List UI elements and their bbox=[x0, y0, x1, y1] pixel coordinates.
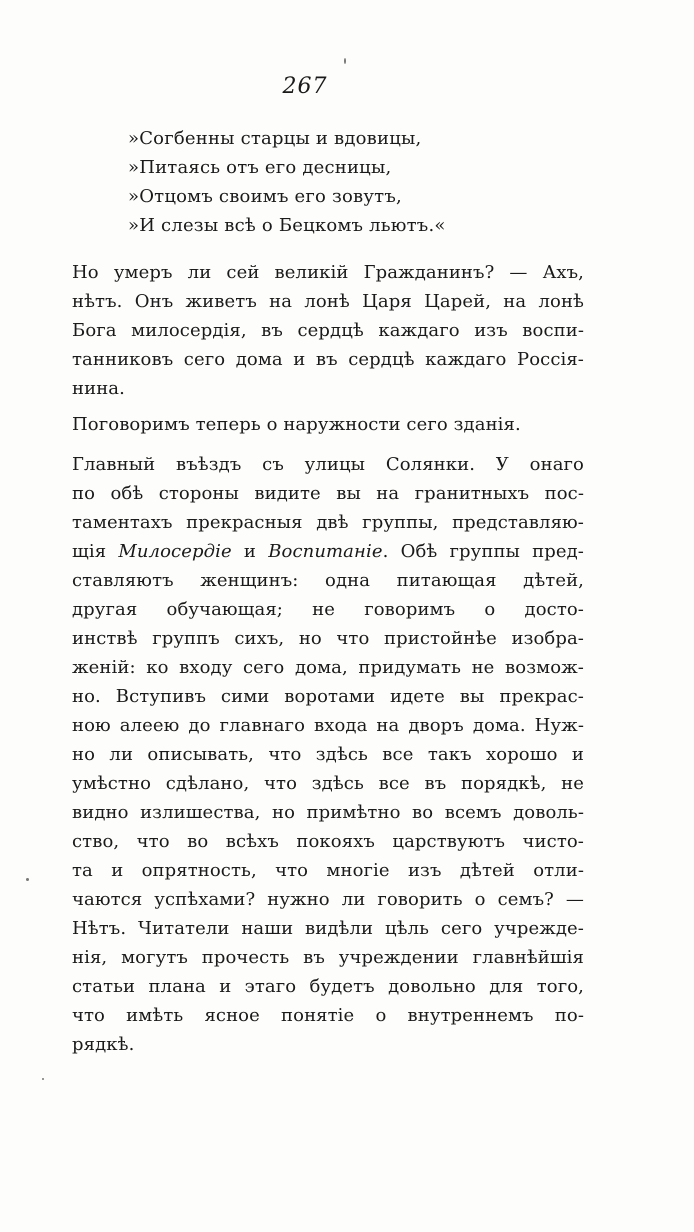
text-line: Поговоримъ теперь о наружности сего зданія. bbox=[72, 414, 521, 435]
text-line: ною алеею до главнаго входа на дворъ дома. Нуж- bbox=[72, 715, 584, 736]
paragraph-citizen bbox=[72, 258, 584, 403]
sculpture-name-upbringing: Воспитаніе bbox=[268, 541, 383, 562]
text-line: ставляютъ женщинъ: одна питающая дѣтей, bbox=[72, 570, 584, 591]
text-line: чаются успѣхами? нужно ли говорить о семъ? — bbox=[72, 889, 584, 910]
text-line: женій: ко входу сего дома, придумать не возмож- bbox=[72, 657, 584, 678]
text-line: танниковъ сего дома и въ сердцѣ каждаго Россія- bbox=[72, 349, 584, 370]
text-line: Нѣтъ. Читатели наши видѣли цѣль сего учрежде- bbox=[72, 918, 584, 939]
text-line: другая обучающая; не говоримъ о досто- bbox=[72, 599, 584, 620]
text-line: но ли описывать, что здѣсь все такъ хорошо и bbox=[72, 744, 584, 765]
verse-line: »И слезы всѣ о Бецкомъ льютъ.« bbox=[128, 215, 446, 236]
text-line: что имѣть ясное понятіе о внутреннемъ по- bbox=[72, 1005, 584, 1026]
verse-line: »Отцомъ своимъ его зовутъ, bbox=[128, 186, 402, 207]
text-line: инствѣ группъ сихъ, но что пристойнѣе изобра- bbox=[72, 628, 584, 649]
text-fragment: . Обѣ группы пред- bbox=[382, 541, 584, 562]
text-line: видно излишества, но примѣтно во всемъ доволь- bbox=[72, 802, 584, 823]
verse-line: »Питаясь отъ его десницы, bbox=[128, 157, 392, 178]
sculpture-name-mercy: Милосердіе bbox=[118, 541, 232, 562]
text-fragment: и bbox=[231, 541, 269, 562]
text-line bbox=[72, 537, 584, 566]
paragraph-exterior bbox=[72, 410, 584, 439]
text-line: нія, могутъ прочесть въ учреждении главнѣйшія bbox=[72, 947, 584, 968]
text-line: Но умеръ ли сей великій Гражданинъ? — Ахъ, bbox=[72, 262, 584, 283]
text-line: нина. bbox=[72, 378, 125, 399]
scan-speck bbox=[26, 878, 29, 881]
text-line: нѣтъ. Онъ живетъ на лонѣ Царя Царей, на лонѣ bbox=[72, 291, 584, 312]
scan-speck bbox=[42, 1078, 44, 1080]
text-line: рядкѣ. bbox=[72, 1034, 135, 1055]
text-line: Бога милосердія, въ сердцѣ каждаго изъ воспи- bbox=[72, 320, 584, 341]
text-line: умѣстно сдѣлано, что здѣсь все въ порядкѣ, не bbox=[72, 773, 584, 794]
text-line: ство, что во всѣхъ покояхъ царствуютъ чисто- bbox=[72, 831, 584, 852]
text-line: по обѣ стороны видите вы на гранитныхъ пос- bbox=[72, 483, 584, 504]
text-fragment: щія bbox=[72, 541, 119, 562]
text-line: таментахъ прекрасныя двѣ группы, представляю- bbox=[72, 512, 584, 533]
verse-line: »Согбенны старцы и вдовицы, bbox=[128, 128, 422, 149]
text-line: та и опрятность, что многіе изъ дѣтей отли- bbox=[72, 860, 584, 881]
paragraph-entrance bbox=[72, 450, 584, 1059]
scan-speck bbox=[344, 58, 346, 64]
text-line: Главный въѣздъ съ улицы Солянки. У онаго bbox=[72, 454, 584, 475]
verse-quote bbox=[128, 124, 548, 240]
text-line: но. Вступивъ сими воротами идете вы прекрас- bbox=[72, 686, 584, 707]
page-number: 267 bbox=[282, 74, 328, 99]
text-line: статьи плана и этаго будетъ довольно для того, bbox=[72, 976, 584, 997]
